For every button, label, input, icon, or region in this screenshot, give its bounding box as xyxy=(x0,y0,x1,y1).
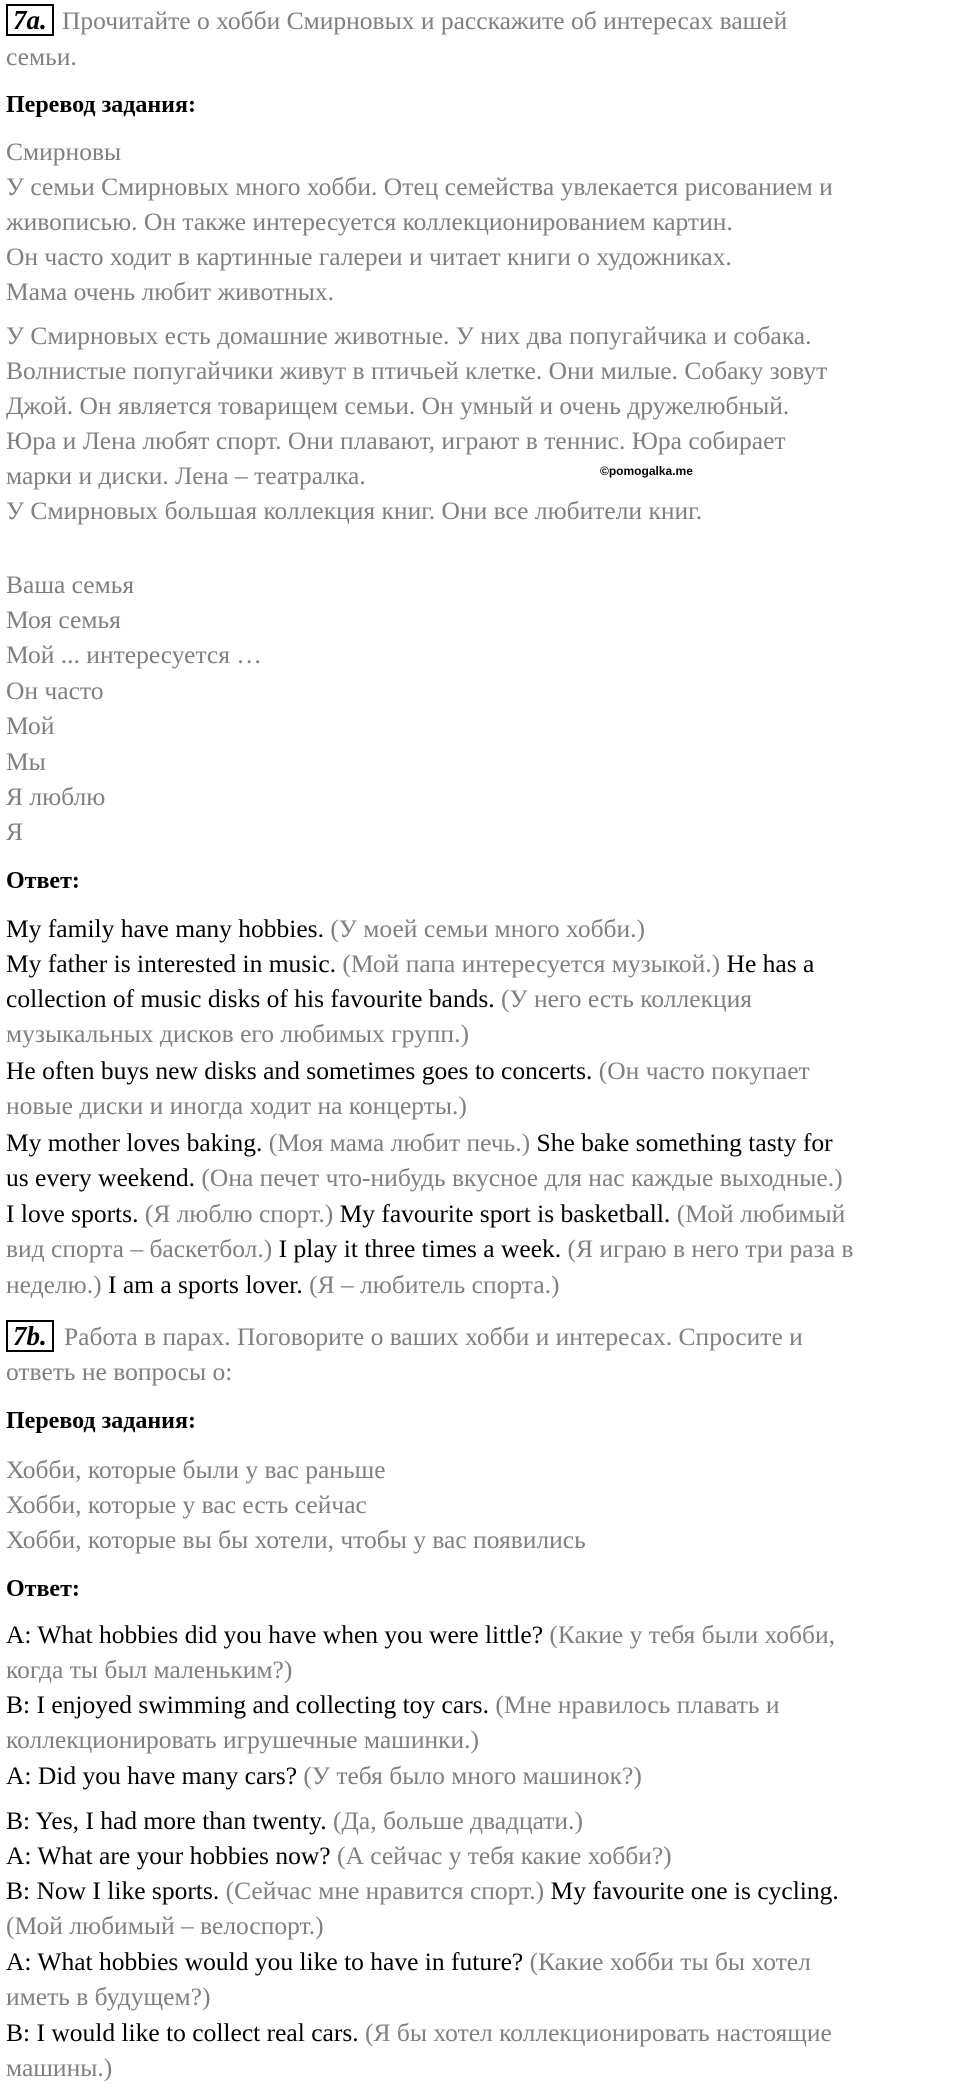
answer-line: My father is interested in music. (Мой папа интересуется музыкой.) He has a xyxy=(6,949,815,978)
translation-heading: Перевод задания: xyxy=(6,1408,196,1434)
dialog-line: машины.) xyxy=(6,2053,113,2082)
prompt-line: Моя семья xyxy=(6,605,121,634)
exercise-7a-instruction: Прочитайте о хобби Смирновых и расскажите об интересах вашей xyxy=(62,6,788,35)
prompt-line: Он часто xyxy=(6,676,104,705)
text-line: У Смирновых большая коллекция книг. Они все любители книг. xyxy=(6,496,703,525)
exercise-7b-label: 7b. xyxy=(6,1320,54,1352)
answer-line: My family have many hobbies. (У моей семьи много хобби.) xyxy=(6,914,646,943)
task-item: Хобби, которые у вас есть сейчас xyxy=(6,1490,367,1519)
text-line: Мама очень любит животных. xyxy=(6,277,335,306)
answer-line: collection of music disks of his favourite bands. (У него есть коллекция xyxy=(6,984,752,1013)
answer-line: неделю.) I am a sports lover. (Я – любитель спорта.) xyxy=(6,1270,560,1299)
dialog-line: коллекционировать игрушечные машинки.) xyxy=(6,1725,480,1754)
dialog-line: B: Yes, I had more than twenty. (Да, больше двадцати.) xyxy=(6,1806,583,1835)
text-line: Волнистые попугайчики живут в птичьей клетке. Они милые. Собаку зовут xyxy=(6,356,828,385)
dialog-line: A: What are your hobbies now? (А сейчас у тебя какие хобби?) xyxy=(6,1841,672,1870)
answer-heading: Ответ: xyxy=(6,868,80,894)
text-line: марки и диски. Лена – театралка. xyxy=(6,461,366,490)
dialog-line: иметь в будущем?) xyxy=(6,1982,211,2011)
answer-line: новые диски и иногда ходит на концерты.) xyxy=(6,1091,467,1120)
prompt-line: Мы xyxy=(6,747,46,776)
prompt-line: Мой xyxy=(6,711,55,740)
answer-line: He often buys new disks and sometimes goes to concerts. (Он часто покупает xyxy=(6,1056,810,1085)
dialog-line: A: What hobbies would you like to have in future? (Какие хобби ты бы хотел xyxy=(6,1947,811,1976)
exercise-7a-instruction-cont: семьи. xyxy=(6,42,77,71)
text-line: У Смирновых есть домашние животные. У них два попугайчика и собака. xyxy=(6,321,812,350)
answer-line: вид спорта – баскетбол.) I play it three times a week. (Я играю в него три раза в xyxy=(6,1234,854,1263)
text-line: Он часто ходит в картинные галереи и читает книги о художниках. xyxy=(6,242,732,271)
answer-line: музыкальных дисков его любимых групп.) xyxy=(6,1019,469,1048)
answer-line: us every weekend. (Она печет что-нибудь вкусное для нас каждые выходные.) xyxy=(6,1163,843,1192)
answer-heading: Ответ: xyxy=(6,1576,80,1602)
prompt-line: Я люблю xyxy=(6,782,106,811)
dialog-line: B: I enjoyed swimming and collecting toy cars. (Мне нравилось плавать и xyxy=(6,1690,780,1719)
text-line: живописью. Он также интересуется коллекционированием картин. xyxy=(6,207,733,236)
text-line: Смирновы xyxy=(6,137,122,166)
watermark: ©pomogalka.me xyxy=(600,464,693,478)
answer-line: I love sports. (Я люблю спорт.) My favourite sport is basketball. (Мой любимый xyxy=(6,1199,846,1228)
task-item: Хобби, которые были у вас раньше xyxy=(6,1455,386,1484)
dialog-line: когда ты был маленьким?) xyxy=(6,1655,293,1684)
text-line: Джой. Он является товарищем семьи. Он умный и очень дружелюбный. xyxy=(6,391,790,420)
exercise-7b-instruction-cont: ответь не вопросы о: xyxy=(6,1357,233,1386)
prompt-line: Я xyxy=(6,817,24,846)
dialog-line: B: I would like to collect real cars. (Я бы хотел коллекционировать настоящие xyxy=(6,2018,832,2047)
dialog-line: A: Did you have many cars? (У тебя было много машинок?) xyxy=(6,1761,642,1790)
exercise-7b-instruction: Работа в парах. Поговорите о ваших хобби и интересах. Спросите и xyxy=(64,1322,803,1351)
translation-heading: Перевод задания: xyxy=(6,92,196,118)
prompt-line: Ваша семья xyxy=(6,570,135,599)
dialog-line: (Мой любимый – велоспорт.) xyxy=(6,1911,324,1940)
text-line: Юра и Лена любят спорт. Они плавают, играют в теннис. Юра собирает xyxy=(6,426,786,455)
dialog-line: A: What hobbies did you have when you were little? (Какие у тебя были хобби, xyxy=(6,1620,835,1649)
dialog-line: B: Now I like sports. (Сейчас мне нравится спорт.) My favourite one is cycling. xyxy=(6,1876,839,1905)
task-item: Хобби, которые вы бы хотели, чтобы у вас появились xyxy=(6,1525,586,1554)
exercise-7a-label: 7a. xyxy=(6,4,54,36)
answer-line: My mother loves baking. (Моя мама любит печь.) She bake something tasty for xyxy=(6,1128,833,1157)
text-line: У семьи Смирновых много хобби. Отец семейства увлекается рисованием и xyxy=(6,172,833,201)
prompt-line: Мой ... интересуется … xyxy=(6,640,262,669)
